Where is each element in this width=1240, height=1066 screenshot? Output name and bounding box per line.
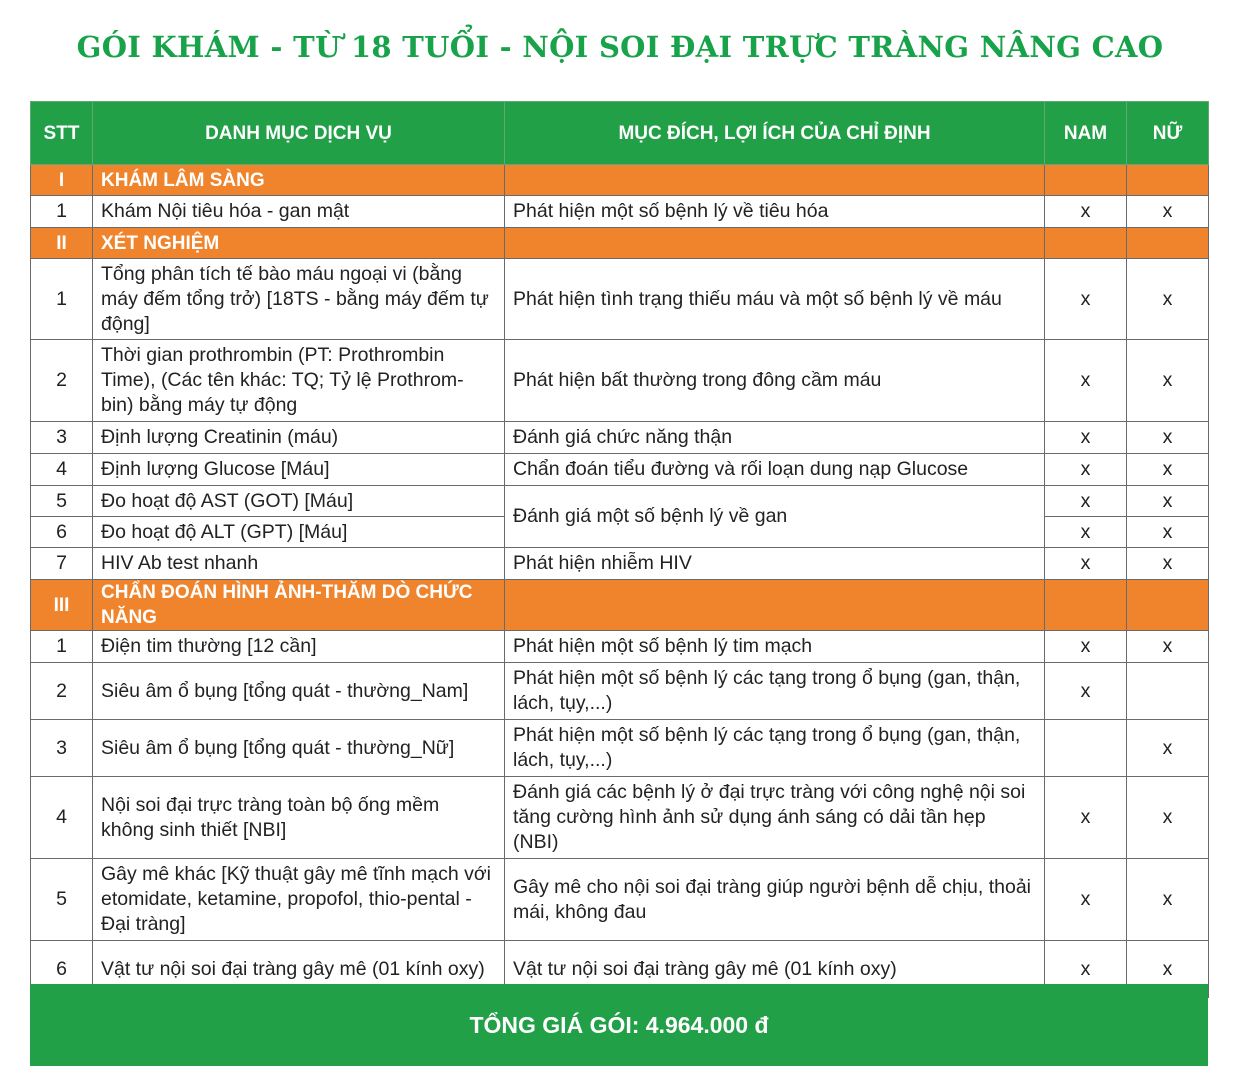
table-row <box>31 196 1209 228</box>
table-row <box>31 663 1209 720</box>
row-service: Tổng phân tích tế bào máu ngoại vi (bằng máy đếm tổng trở) [18TS - bằng máy đếm tự động] <box>93 259 505 340</box>
row-male-mark: x <box>1045 631 1127 663</box>
row-male-mark: x <box>1045 486 1127 517</box>
row-service: Siêu âm ổ bụng [tổng quát - thường_Nam] <box>93 663 505 720</box>
row-service: Siêu âm ổ bụng [tổng quát - thường_Nữ] <box>93 720 505 777</box>
row-service: Đo hoạt độ ALT (GPT) [Máu] <box>93 517 505 548</box>
row-male-mark <box>1045 720 1127 777</box>
header-male: NAM <box>1045 102 1127 165</box>
row-female-mark: x <box>1127 859 1209 941</box>
row-male-mark: x <box>1045 259 1127 340</box>
row-purpose: Vật tư nội soi đại tràng gây mê (01 kính oxy) <box>505 941 1045 998</box>
header-purpose: MỤC ĐÍCH, LỢI ÍCH CỦA CHỈ ĐỊNH <box>505 102 1045 165</box>
row-purpose: Phát hiện bất thường trong đông cầm máu <box>505 340 1045 422</box>
row-male-mark: x <box>1045 859 1127 941</box>
section-number: III <box>31 580 93 631</box>
section-row <box>31 580 1209 631</box>
section-name: KHÁM LÂM SÀNG <box>93 165 505 196</box>
row-female-mark: x <box>1127 454 1209 486</box>
section-number: I <box>31 165 93 196</box>
row-service: Thời gian prothrombin (PT: Prothrombin Time), (Các tên khác: TQ; Tỷ lệ Prothrom-bin) bằng máy tự động <box>93 340 505 422</box>
row-male-mark: x <box>1045 548 1127 580</box>
section-name: CHẨN ĐOÁN HÌNH ẢNH-THĂM DÒ CHỨC NĂNG <box>93 580 505 631</box>
row-stt: 6 <box>31 941 93 998</box>
section-name: XÉT NGHIỆM <box>93 228 505 259</box>
row-stt: 4 <box>31 454 93 486</box>
row-service: Vật tư nội soi đại tràng gây mê (01 kính oxy) <box>93 941 505 998</box>
header-stt: STT <box>31 102 93 165</box>
row-male-mark: x <box>1045 777 1127 859</box>
row-stt: 2 <box>31 340 93 422</box>
row-male-mark: x <box>1045 941 1127 998</box>
table-row <box>31 422 1209 454</box>
row-service: Nội soi đại trực tràng toàn bộ ống mềm không sinh thiết [NBI] <box>93 777 505 859</box>
row-purpose: Đánh giá chức năng thận <box>505 422 1045 454</box>
section-row <box>31 165 1209 196</box>
row-service: Gây mê khác [Kỹ thuật gây mê tĩnh mạch với etomidate, ketamine, propofol, thio-pental - Đại tràng] <box>93 859 505 941</box>
table-row <box>31 486 1209 517</box>
row-female-mark: x <box>1127 196 1209 228</box>
table-row <box>31 548 1209 580</box>
row-female-mark: x <box>1127 941 1209 998</box>
row-female-mark: x <box>1127 720 1209 777</box>
row-stt: 5 <box>31 486 93 517</box>
row-female-mark: x <box>1127 631 1209 663</box>
table-row <box>31 340 1209 422</box>
row-service: Đo hoạt độ AST (GOT) [Máu] <box>93 486 505 517</box>
row-service: Định lượng Glucose [Máu] <box>93 454 505 486</box>
row-stt: 1 <box>31 196 93 228</box>
row-purpose: Gây mê cho nội soi đại tràng giúp người bệnh dễ chịu, thoải mái, không đau <box>505 859 1045 941</box>
row-male-mark: x <box>1045 340 1127 422</box>
row-stt: 4 <box>31 777 93 859</box>
row-female-mark: x <box>1127 486 1209 517</box>
section-row <box>31 228 1209 259</box>
row-male-mark: x <box>1045 663 1127 720</box>
row-stt: 6 <box>31 517 93 548</box>
row-female-mark: x <box>1127 340 1209 422</box>
row-male-mark: x <box>1045 517 1127 548</box>
service-table <box>30 101 1209 998</box>
row-purpose: Phát hiện một số bệnh lý tim mạch <box>505 631 1045 663</box>
package-title: GÓI KHÁM - TỪ 18 TUỔI - NỘI SOI ĐẠI TRỰC TRÀNG NÂNG CAO <box>76 30 1164 64</box>
row-purpose: Chẩn đoán tiểu đường và rối loạn dung nạp Glucose <box>505 454 1045 486</box>
row-purpose: Phát hiện một số bệnh lý các tạng trong ổ bụng (gan, thận, lách, tụy,...) <box>505 663 1045 720</box>
row-male-mark: x <box>1045 422 1127 454</box>
row-purpose: Đánh giá các bệnh lý ở đại trực tràng với công nghệ nội soi tăng cường hình ảnh sử dụng ánh sáng có dải tần hẹp (NBI) <box>505 777 1045 859</box>
table-row <box>31 631 1209 663</box>
row-stt: 5 <box>31 859 93 941</box>
row-purpose: Phát hiện một số bệnh lý về tiêu hóa <box>505 196 1045 228</box>
row-female-mark: x <box>1127 259 1209 340</box>
table-row <box>31 859 1209 941</box>
row-female-mark: x <box>1127 517 1209 548</box>
row-purpose: Phát hiện một số bệnh lý các tạng trong ổ bụng (gan, thận, lách, tụy,...) <box>505 720 1045 777</box>
row-female-mark: x <box>1127 777 1209 859</box>
row-stt: 3 <box>31 422 93 454</box>
section-number: II <box>31 228 93 259</box>
row-stt: 2 <box>31 663 93 720</box>
header-service: DANH MỤC DỊCH VỤ <box>93 102 505 165</box>
row-female-mark: x <box>1127 422 1209 454</box>
total-price-banner: TỔNG GIÁ GÓI: 4.964.000 đ <box>30 984 1208 1066</box>
row-service: HIV Ab test nhanh <box>93 548 505 580</box>
row-male-mark: x <box>1045 196 1127 228</box>
row-purpose: Phát hiện tình trạng thiếu máu và một số bệnh lý về máu <box>505 259 1045 340</box>
row-stt: 3 <box>31 720 93 777</box>
row-purpose: Phát hiện nhiễm HIV <box>505 548 1045 580</box>
row-service: Khám Nội tiêu hóa - gan mật <box>93 196 505 228</box>
row-male-mark: x <box>1045 454 1127 486</box>
row-service: Định lượng Creatinin (máu) <box>93 422 505 454</box>
row-service: Điện tim thường [12 cần] <box>93 631 505 663</box>
table-header-row <box>31 102 1209 165</box>
row-purpose: Đánh giá một số bệnh lý về gan <box>505 486 1045 548</box>
table-row <box>31 259 1209 340</box>
table-row <box>31 777 1209 859</box>
row-female-mark <box>1127 663 1209 720</box>
row-female-mark: x <box>1127 548 1209 580</box>
header-female: NỮ <box>1127 102 1209 165</box>
row-stt: 1 <box>31 631 93 663</box>
row-stt: 7 <box>31 548 93 580</box>
row-stt: 1 <box>31 259 93 340</box>
table-row <box>31 454 1209 486</box>
table-row <box>31 720 1209 777</box>
